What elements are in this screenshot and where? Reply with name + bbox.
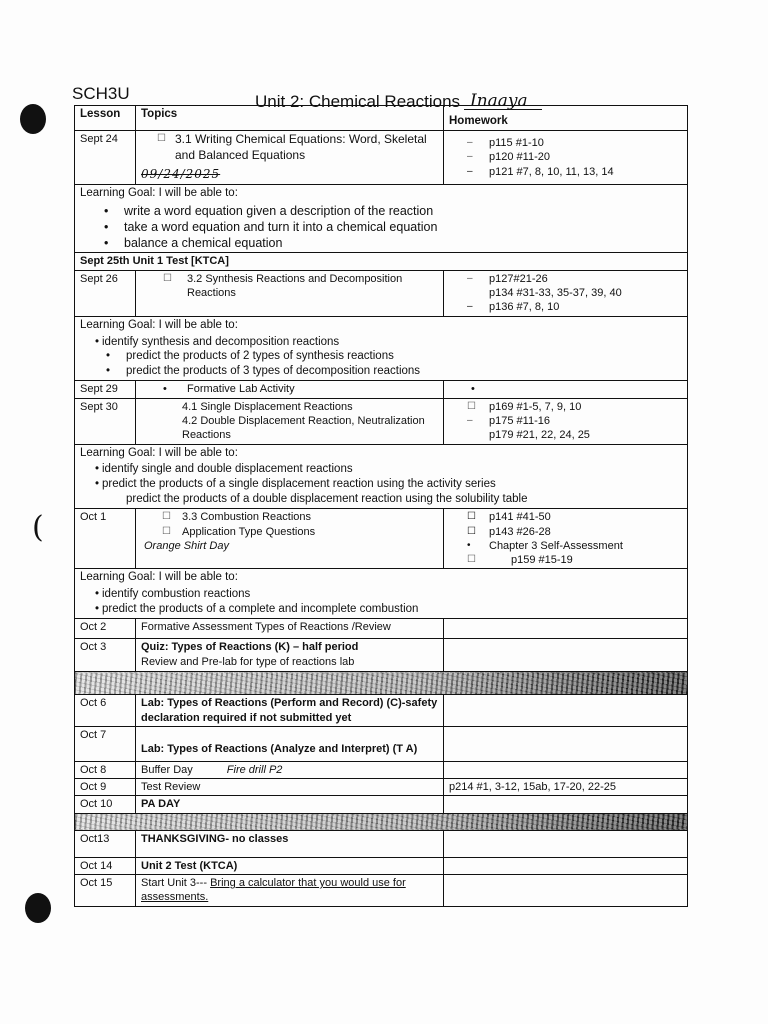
homework-item: – p120 #11-20 (467, 151, 550, 164)
row-sept30 (75, 398, 688, 444)
checkbox-icon: ☐ (162, 525, 171, 537)
goal-item: • predict the products of 3 types of decomposition reactions (126, 364, 682, 379)
dash-icon: – (467, 151, 473, 163)
checkbox-icon: ☐ (157, 132, 166, 144)
goal-item: • predict the products of 2 types of synthesis reactions (126, 349, 682, 364)
checkbox-icon: ☐ (467, 554, 476, 566)
row-oct1 (75, 509, 688, 569)
topic-item: 4.2 Double Displacement Reaction, Neutralization Reactions (182, 414, 425, 442)
topic-item: Quiz: Types of Reactions (K) – half period (141, 641, 359, 654)
homework-item: – p175 #11-16 (467, 414, 550, 427)
lesson-date: Oct13 (75, 830, 136, 857)
lesson-header: Lesson (75, 106, 136, 131)
row-oct2 (75, 619, 688, 639)
row-oct10 (75, 796, 688, 813)
topic-item: ☐ 3.3 Combustion Reactions (162, 511, 312, 524)
row-oct6 (75, 695, 688, 727)
homework-item: – p121 #7, 8, 10, 11, 13, 14 (467, 165, 614, 178)
goal-item: • identify combustion reactions (102, 587, 682, 602)
topic-item: Test Review (136, 779, 444, 796)
lesson-date: Oct 6 (75, 695, 136, 727)
lesson-date: Sept 30 (75, 398, 136, 444)
goal-item: • identify synthesis and decomposition reactions (102, 335, 682, 350)
schedule-table (74, 105, 688, 907)
row-oct13 (75, 830, 688, 857)
goal-item: • identify single and double displacement reactions (102, 462, 682, 477)
homework-list (449, 510, 682, 567)
row-goal4 (75, 569, 688, 619)
topic-item: Start Unit 3--- (141, 877, 208, 890)
shaded-row (75, 672, 688, 695)
learning-goal (75, 316, 688, 381)
topic-item: PA DAY (136, 796, 444, 813)
hole-punch-bottom (25, 893, 51, 923)
topic-note: Orange Shirt Day (144, 539, 229, 552)
lesson-date: Sept 26 (75, 270, 136, 316)
dash-icon: – (467, 136, 473, 148)
learning-goal-heading: Learning Goal: I will be able to: (80, 446, 238, 459)
lesson-date: Sept 24 (75, 130, 136, 184)
topics-header: Topics (136, 106, 444, 131)
lesson-date: Oct 3 (75, 639, 136, 672)
row-sept24 (75, 130, 688, 184)
learning-goal-heading: Learning Goal: I will be able to: (80, 318, 238, 331)
lesson-date: Oct 10 (75, 796, 136, 813)
topic-note: Bring a calculator that you would use for assessments. (141, 877, 406, 904)
row-goal1 (75, 184, 688, 253)
lesson-date: Oct 14 (75, 857, 136, 874)
shaded-divider (75, 672, 688, 695)
homework-item: ☐ p169 #1-5, 7, 9, 10 (467, 400, 582, 413)
homework-item: • Chapter 3 Self-Assessment (467, 539, 623, 552)
row-oct15 (75, 875, 688, 907)
dash-icon: – (467, 272, 473, 284)
goal-item: • write a word equation given a description of the reaction (124, 203, 682, 219)
checkbox-icon: ☐ (163, 272, 172, 284)
shaded-divider (75, 813, 688, 830)
topic-item: ☐ Application Type Questions (162, 525, 316, 538)
topic-item: ☐ 3.1 Writing Chemical Equations: Word, Skeletal and Balanced Equations (157, 131, 427, 162)
lesson-date: Sept 29 (75, 381, 136, 398)
learning-goal (75, 569, 688, 619)
lesson-date: Oct 15 (75, 875, 136, 907)
row-oct9 (75, 779, 688, 796)
handwritten-name: Inaaya (470, 91, 528, 111)
dash-icon: – (467, 414, 473, 426)
handwritten-date: 09/24/2025 (141, 167, 221, 182)
dash-icon: – (467, 301, 473, 313)
homework-item: ☐ p141 #41-50 (467, 511, 551, 524)
page-title: Unit 2: Chemical Reactions (255, 92, 461, 111)
topic-item: THANKSGIVING- no classes (136, 830, 444, 857)
topic-item: Review and Pre-lab for type of reactions lab (141, 655, 355, 668)
topic-item: Lab: Types of Reactions (Perform and Record) (C)-safety declaration required if not submitted yet (136, 695, 444, 727)
goal-item: predict the products of a double displacement reaction using the solubility table (126, 493, 528, 506)
lesson-date: Oct 8 (75, 761, 136, 778)
topic-item: Unit 2 Test (KTCA) (136, 857, 444, 874)
learning-goal-heading: Learning Goal: I will be able to: (80, 571, 238, 584)
hole-punch-top (20, 104, 46, 134)
row-oct3 (75, 639, 688, 672)
lesson-date: Oct 9 (75, 779, 136, 796)
topic-note: Fire drill P2 (226, 763, 283, 776)
checkbox-icon: ☐ (467, 511, 476, 523)
goal-item: • balance a chemical equation (124, 235, 682, 251)
homework-header: Homework (444, 106, 688, 131)
learning-goal (75, 444, 688, 509)
hole-punch-middle: ( (32, 510, 44, 545)
checkbox-icon: ☐ (162, 511, 171, 523)
unit-test-note: Sept 25th Unit 1 Test [KTCA] (75, 253, 688, 270)
homework-item: p134 #31-33, 35-37, 39, 40 (489, 287, 622, 299)
homework-item: – p115 #1-10 (467, 136, 544, 149)
topic-item: 4.1 Single Displacement Reactions (182, 400, 353, 413)
topic-item: ☐ 3.2 Synthesis Reactions and Decomposition Reactions (163, 272, 403, 299)
homework-item: ☐ p159 #15-19 (467, 554, 573, 567)
goal-item: • predict the products of a complete and incomplete combustion (102, 602, 682, 617)
dash-icon: – (467, 165, 473, 177)
learning-goal-heading: Learning Goal: I will be able to: (80, 186, 238, 199)
header-row (75, 106, 688, 131)
row-sept26 (75, 270, 688, 316)
homework-item: – p136 #7, 8, 10 (467, 301, 560, 314)
course-code: SCH3U (72, 84, 130, 103)
row-oct14 (75, 857, 688, 874)
goal-item: • predict the products of a single displacement reaction using the activity series (102, 477, 682, 492)
topic-item: Formative Assessment Types of Reactions /Review (136, 619, 444, 639)
topic-item: Formative Lab Activity (187, 383, 295, 396)
homework-list (449, 400, 682, 443)
lesson-date: Oct 7 (75, 726, 136, 761)
homework-list (449, 132, 682, 179)
topic-item: Lab: Types of Reactions (Analyze and Interpret) (T A) (136, 726, 444, 761)
row-goal3 (75, 444, 688, 509)
row-oct8 (75, 761, 688, 778)
checkbox-icon: ☐ (467, 525, 476, 537)
homework-item: – p127#21-26 (467, 272, 548, 285)
lesson-date: Oct 1 (75, 509, 136, 569)
bullet-icon: • (467, 539, 471, 551)
topic-item: Buffer Day (141, 763, 193, 776)
homework-item: p179 #21, 22, 24, 25 (489, 429, 590, 442)
lesson-date: Oct 2 (75, 619, 136, 639)
bullet-icon: • (163, 383, 167, 396)
homework-item: p214 #1, 3-12, 15ab, 17-20, 22-25 (444, 779, 688, 796)
row-oct7 (75, 726, 688, 761)
shaded-row (75, 813, 688, 830)
checkbox-icon: ☐ (467, 400, 476, 412)
goal-item: • take a word equation and turn it into a chemical equation (124, 219, 682, 235)
homework-list (449, 272, 682, 315)
row-goal2 (75, 316, 688, 381)
bullet-icon: • (471, 383, 475, 396)
homework-item: ☐ p143 #26-28 (467, 525, 551, 538)
row-sept25 (75, 253, 688, 270)
row-sept29 (75, 381, 688, 398)
learning-goal (75, 184, 688, 253)
